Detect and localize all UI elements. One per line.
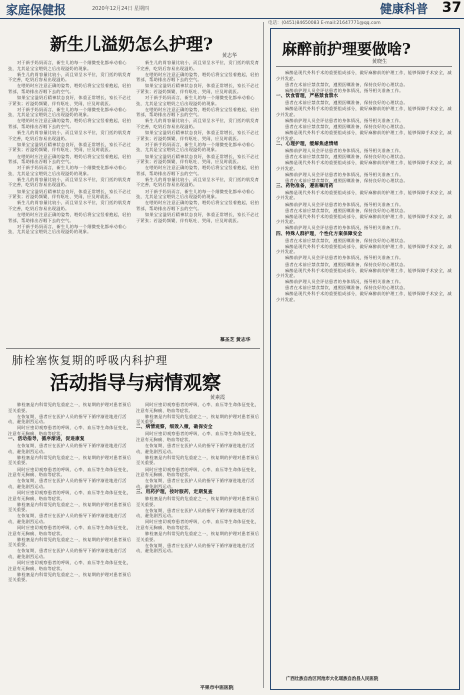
body-paragraph: 对于新手妈妈而言，新生儿的每一个细微变化都牵动着心弦，尤其是宝宝喂奶之后出现溢奶的现象。: [136, 95, 255, 106]
article3-body: [276, 70, 452, 670]
body-paragraph: 在喂奶时应注意正确的姿势，喂奶后将宝宝竖着抱起，轻拍背部，帮助排出吞咽下去的空气。: [8, 211, 132, 223]
body-paragraph: 麻醉是现代外科手术的重要组成部分，做好麻醉前的护理工作，能够保障手术安全，减少并发症。: [276, 106, 452, 117]
section-subheading: 一、活动指导，循序渐进，促进康复: [8, 437, 85, 443]
body-paragraph: 肺栓塞是内科常见的危重症之一，恢复期的护理对患者预后至关重要。: [136, 531, 260, 542]
article3-author: 黄晓生: [372, 59, 388, 65]
body-paragraph: 患者在术前应禁食禁饮，遵照医嘱准备，保持良好的心理状态。: [285, 123, 408, 129]
body-paragraph: 在喂奶时应注意正确的姿势，喂奶后将宝宝竖着抱起，轻拍背部，帮助排出吞咽下去的空气。: [136, 71, 260, 83]
body-paragraph: 同时应密切观察患者的呼吸、心率、血压等生命体征变化，注意有无胸痛、咯血等症状。: [8, 560, 132, 571]
body-paragraph: 麻醉前护理人员会评估患者的身体情况，指导相关准备工作。: [285, 255, 404, 261]
body-paragraph: 在喂奶时应注意正确的姿势，喂奶后将宝宝竖着抱起，轻拍背部，帮助排出吞咽下去的空气。: [8, 83, 132, 94]
body-paragraph: 肺栓塞是内科常见的危重症之一，恢复期的护理对患者预后至关重要。: [8, 571, 132, 583]
article1-title: 新生儿溢奶怎么护理?: [50, 35, 213, 55]
body-paragraph: 对于新手妈妈而言，新生儿的每一个细微变化都牵动着心弦，尤其是宝宝喂奶之后出现溢奶的现象。: [8, 106, 127, 118]
article-divider: [6, 348, 260, 349]
body-paragraph: 患者在术前应禁食禁饮，遵照医嘱准备，保持良好的心理状态。: [285, 261, 408, 267]
body-paragraph: 麻醉前护理人员会评估患者的身体情况，指导相关准备工作。: [285, 147, 404, 153]
section-title: 健康科普: [380, 2, 429, 16]
body-paragraph: 在喂奶时应注意正确的姿势，喂奶后将宝宝竖着抱起，轻拍背部，帮助排出吞咽下去的空气。: [136, 106, 260, 118]
body-paragraph: 在喂奶时应注意正确的姿势，喂奶后将宝宝竖着抱起，轻拍背部，帮助排出吞咽下去的空气。: [136, 165, 260, 176]
body-paragraph: 患者在术前应禁食禁饮，遵照医嘱准备，保持良好的心理状态。: [285, 81, 408, 87]
body-paragraph: 在恢复期，患者应在医护人员的指导下循序渐进地进行活动，避免剧烈运动。: [8, 413, 127, 425]
body-paragraph: 肺栓塞是内科常见的危重症之一，恢复期的护理对患者预后至关重要。: [136, 413, 260, 425]
body-paragraph: 在喂奶时应注意正确的姿势，喂奶后将宝宝竖着抱起，轻拍背部，帮助排出吞咽下去的空气。: [8, 153, 132, 165]
body-paragraph: 麻醉前护理人员会评估患者的身体情况，指导相关准备工作。: [285, 225, 404, 231]
article1-col1: [8, 60, 132, 350]
body-paragraph: 对于新手妈妈而言，新生儿的每一个细微变化都牵动着心弦，尤其是宝宝喂奶之后出现溢奶的现象。: [8, 165, 127, 176]
body-paragraph: 如果宝宝溢奶后精神状态良好，体重正常增长，家长不必过于紧张；若溢奶频繁，伴有呕吐、哭闹，应及时就医。: [8, 141, 132, 153]
body-paragraph: 如果宝宝溢奶后精神状态良好，体重正常增长，家长不必过于紧张；若溢奶频繁，伴有呕吐、哭闹，应及时就医。: [136, 83, 260, 94]
body-paragraph: 在恢复期，患者应在医护人员的指导下循序渐进地进行活动，避免剧烈运动。: [8, 478, 127, 489]
body-paragraph: 患者在术前应禁食禁饮，遵照医嘱准备，保持良好的心理状态。: [285, 153, 408, 159]
body-paragraph: 同时应密切观察患者的呼吸、心率、血压等生命体征变化，注意有无胸痛、咯血等症状。: [136, 519, 260, 530]
body-paragraph: 麻醉是现代外科手术的重要组成部分，做好麻醉前的护理工作，能够保障手术安全，减少并发症。: [276, 70, 452, 81]
body-paragraph: 在恢复期，患者应在医护人员的指导下循序渐进地进行活动，避免剧烈运动。: [8, 443, 127, 454]
section-subheading: 一、饮食管理，严格禁食禁水: [276, 93, 339, 99]
body-paragraph: 肺栓塞是内科常见的危重症之一，恢复期的护理对患者预后至关重要。: [8, 501, 132, 513]
body-paragraph: 肺栓塞是内科常见的危重症之一，恢复期的护理对患者预后至关重要。: [8, 454, 132, 466]
body-paragraph: 患者在术前应禁食禁饮，遵照医嘱准备，保持良好的心理状态。: [285, 285, 408, 291]
body-paragraph: 如果宝宝溢奶后精神状态良好，体重正常增长，家长不必过于紧张；若溢奶频繁，伴有呕吐、哭闹，应及时就医。: [136, 130, 260, 141]
body-paragraph: 麻醉前护理人员会评估患者的身体情况，指导相关准备工作。: [285, 171, 404, 177]
body-paragraph: 在恢复期，患者应在医护人员的指导下循序渐进地进行活动，避免剧烈运动。: [136, 507, 255, 519]
body-paragraph: 患者在术前应禁食禁饮，遵照医嘱准备，保持良好的心理状态。: [285, 99, 408, 105]
body-paragraph: 麻醉是现代外科手术的重要组成部分，做好麻醉前的护理工作，能够保障手术安全，减少并发症。: [276, 291, 452, 303]
body-paragraph: 在喂奶时应注意正确的姿势，喂奶后将宝宝竖着抱起，轻拍背部，帮助排出吞咽下去的空气。: [8, 118, 132, 130]
body-paragraph: 新生儿的胃容量比较小，而且胃呈水平位，贲门括约肌发育不完善，吃奶后容易出现溢奶。: [8, 200, 132, 211]
body-paragraph: 在恢复期，患者应在医护人员的指导下循序渐进地进行活动，避免剧烈运动。: [136, 443, 255, 454]
body-paragraph: 肺栓塞是内科常见的危重症之一，恢复期的护理对患者预后至关重要。: [136, 454, 260, 466]
article3-title: 麻醉前护理要做啥?: [282, 40, 411, 58]
body-paragraph: 如果宝宝溢奶后精神状态良好，体重正常增长，家长不必过于紧张；若溢奶频繁，伴有呕吐、哭闹，应及时就医。: [8, 188, 132, 200]
body-paragraph: 新生儿的胃容量比较小，而且胃呈水平位，贲门括约肌发育不完善，吃奶后容易出现溢奶。: [136, 176, 260, 188]
body-paragraph: 同时应密切观察患者的呼吸、心率、血压等生命体征变化，注意有无胸痛、咯血等症状。: [8, 425, 132, 436]
body-paragraph: 麻醉前护理人员会评估患者的身体情况，指导相关准备工作。: [285, 279, 404, 285]
paper-title: 家庭保健报: [6, 3, 67, 17]
body-paragraph: 麻醉前护理人员会评估患者的身体情况，指导相关准备工作。: [285, 87, 404, 93]
body-paragraph: 患者在术前应禁食禁饮，遵照医嘱准备，保持良好的心理状态。: [285, 237, 408, 243]
article2-author: 黄素霞: [210, 395, 226, 401]
body-paragraph: 患者在术前应禁食禁饮，遵照医嘱准备，保持良好的心理状态。: [285, 207, 408, 213]
issue-date: 2020年12月24日 星期四: [92, 6, 150, 12]
body-paragraph: 麻醉是现代外科手术的重要组成部分，做好麻醉前的护理工作，能够保障手术安全，减少并发症。: [276, 267, 452, 279]
body-paragraph: 麻醉是现代外科手术的重要组成部分，做好麻醉前的护理工作，能够保障手术安全，减少并发症。: [276, 243, 452, 255]
body-paragraph: 在恢复期，患者应在医护人员的指导下循序渐进地进行活动，避免剧烈运动。: [8, 513, 127, 524]
body-paragraph: 麻醉前护理人员会评估患者的身体情况，指导相关准备工作。: [285, 117, 404, 123]
article2-col2: [136, 402, 260, 682]
body-paragraph: 肺栓塞是内科常见的危重症之一，恢复期的护理对患者预后至关重要。: [8, 536, 132, 548]
article2-col1: [8, 402, 132, 690]
body-paragraph: 麻醉前护理人员会评估患者的身体情况，指导相关准备工作。: [285, 201, 404, 207]
body-paragraph: 新生儿的胃容量比较小，而且胃呈水平位，贲门括约肌发育不完善，吃奶后容易出现溢奶。: [136, 118, 260, 130]
body-paragraph: 同时应密切观察患者的呼吸、心率、血压等生命体征变化，注意有无胸痛、咯血等症状。: [8, 466, 132, 478]
body-paragraph: 麻醉是现代外科手术的重要组成部分，做好麻醉前的护理工作，能够保障手术安全，减少并发症。: [276, 129, 452, 141]
article3-byline: 广西壮族自治区河池市大化瑶族自治县人民医院: [286, 677, 379, 682]
body-paragraph: 对于新手妈妈而言，新生儿的每一个细微变化都牵动着心弦，尤其是宝宝喂奶之后出现溢奶的现象。: [8, 60, 127, 71]
body-paragraph: 新生儿的胃容量比较小，而且胃呈水平位，贲门括约肌发育不完善，吃奶后容易出现溢奶。: [8, 130, 132, 141]
article1-author: 黄志华: [222, 53, 238, 59]
masthead: [0, 0, 464, 19]
body-paragraph: 同时应密切观察患者的呼吸、心率、血压等生命体征变化，注意有无胸痛、咯血等症状。: [8, 524, 132, 536]
body-paragraph: 新生儿的胃容量比较小，而且胃呈水平位，贲门括约肌发育不完善，吃奶后容易出现溢奶。: [136, 60, 260, 71]
body-paragraph: 肺栓塞是内科常见的危重症之一，恢复期的护理对患者预后至关重要。: [8, 402, 132, 413]
page-number: 37: [442, 0, 462, 16]
body-paragraph: 对于新手妈妈而言，新生儿的每一个细微变化都牵动着心弦，尤其是宝宝喂奶之后出现溢奶的现象。: [136, 141, 255, 153]
contact-line: 电话：(0451)84650083 E-mail:21647771@qq.com: [268, 21, 381, 26]
body-paragraph: 麻醉是现代外科手术的重要组成部分，做好麻醉前的护理工作，能够保障手术安全，减少并发症。: [276, 189, 452, 201]
body-paragraph: 如果宝宝溢奶后精神状态良好，体重正常增长，家长不必过于紧张；若溢奶频繁，伴有呕吐、哭闹，应及时就医。: [136, 153, 260, 165]
body-paragraph: 患者在术前应禁食禁饮，遵照医嘱准备，保持良好的心理状态。: [285, 177, 408, 183]
body-paragraph: 同时应密切观察患者的呼吸、心率、血压等生命体征变化，注意有无胸痛、咯血等症状。: [136, 466, 260, 478]
body-paragraph: 在恢复期，患者应在医护人员的指导下循序渐进地进行活动，避免剧烈运动。: [136, 478, 255, 489]
body-paragraph: 如果宝宝溢奶后精神状态良好，体重正常增长，家长不必过于紧张；若溢奶频繁，伴有呕吐、哭闹，应及时就医。: [8, 95, 132, 106]
section-subheading: 二、病情观察，细致入微，确保安全: [136, 425, 213, 431]
article2-byline: 平果市中医医院: [200, 686, 234, 691]
body-paragraph: 同时应密切观察患者的呼吸、心率、血压等生命体征变化，注意有无胸痛、咯血等症状。: [136, 431, 260, 443]
section-subheading: 二、心理护理，缓解焦虑情绪: [276, 141, 339, 147]
section-subheading: 三、用药护理，按时服药，定期复查: [136, 489, 213, 495]
article1-byline: 慕圣芝 黄志华: [220, 338, 251, 343]
body-paragraph: 新生儿的胃容量比较小，而且胃呈水平位，贲门括约肌发育不完善，吃奶后容易出现溢奶。: [8, 71, 132, 83]
body-paragraph: 在喂奶时应注意正确的姿势，喂奶后将宝宝竖着抱起，轻拍背部，帮助排出吞咽下去的空气。: [136, 200, 260, 211]
article2-kicker: 肺栓塞恢复期的呼吸内科护理: [12, 354, 168, 367]
body-paragraph: 对于新手妈妈而言，新生儿的每一个细微变化都牵动着心弦，尤其是宝宝喂奶之后出现溢奶的现象。: [136, 188, 255, 200]
article2-title: 活动指导与病情观察: [50, 372, 222, 394]
body-paragraph: 麻醉是现代外科手术的重要组成部分，做好麻醉前的护理工作，能够保障手术安全，减少并发症。: [276, 213, 452, 225]
body-paragraph: 同时应密切观察患者的呼吸、心率、血压等生命体征变化，注意有无胸痛、咯血等症状。: [8, 489, 132, 501]
article1-col2: [136, 60, 260, 350]
body-paragraph: 新生儿的胃容量比较小，而且胃呈水平位，贲门括约肌发育不完善，吃奶后容易出现溢奶。: [8, 176, 132, 188]
body-paragraph: 肺栓塞是内科常见的危重症之一，恢复期的护理对患者预后至关重要。: [136, 496, 260, 507]
section-subheading: 三、药物准备，遵医嘱用药: [276, 183, 334, 189]
body-paragraph: 麻醉是现代外科手术的重要组成部分，做好麻醉前的护理工作，能够保障手术安全，减少并发症。: [276, 159, 452, 171]
body-paragraph: 如果宝宝溢奶后精神状态良好，体重正常增长，家长不必过于紧张；若溢奶频繁，伴有呕吐、哭闹，应及时就医。: [136, 211, 260, 223]
column-divider: [263, 22, 264, 688]
body-paragraph: 同时应密切观察患者的呼吸、心率、血压等生命体征变化，注意有无胸痛、咯血等症状。: [136, 402, 260, 413]
right-title-rule: [276, 66, 452, 67]
body-paragraph: 对于新手妈妈而言，新生儿的每一个细微变化都牵动着心弦，尤其是宝宝喂奶之后出现溢奶的现象。: [8, 223, 127, 235]
body-paragraph: 在恢复期，患者应在医护人员的指导下循序渐进地进行活动，避免剧烈运动。: [8, 548, 127, 559]
body-paragraph: 在恢复期，患者应在医护人员的指导下循序渐进地进行活动，避免剧烈运动。: [136, 542, 255, 554]
section-subheading: 四、特殊人群护理，个性化方案保障安全: [276, 231, 363, 237]
